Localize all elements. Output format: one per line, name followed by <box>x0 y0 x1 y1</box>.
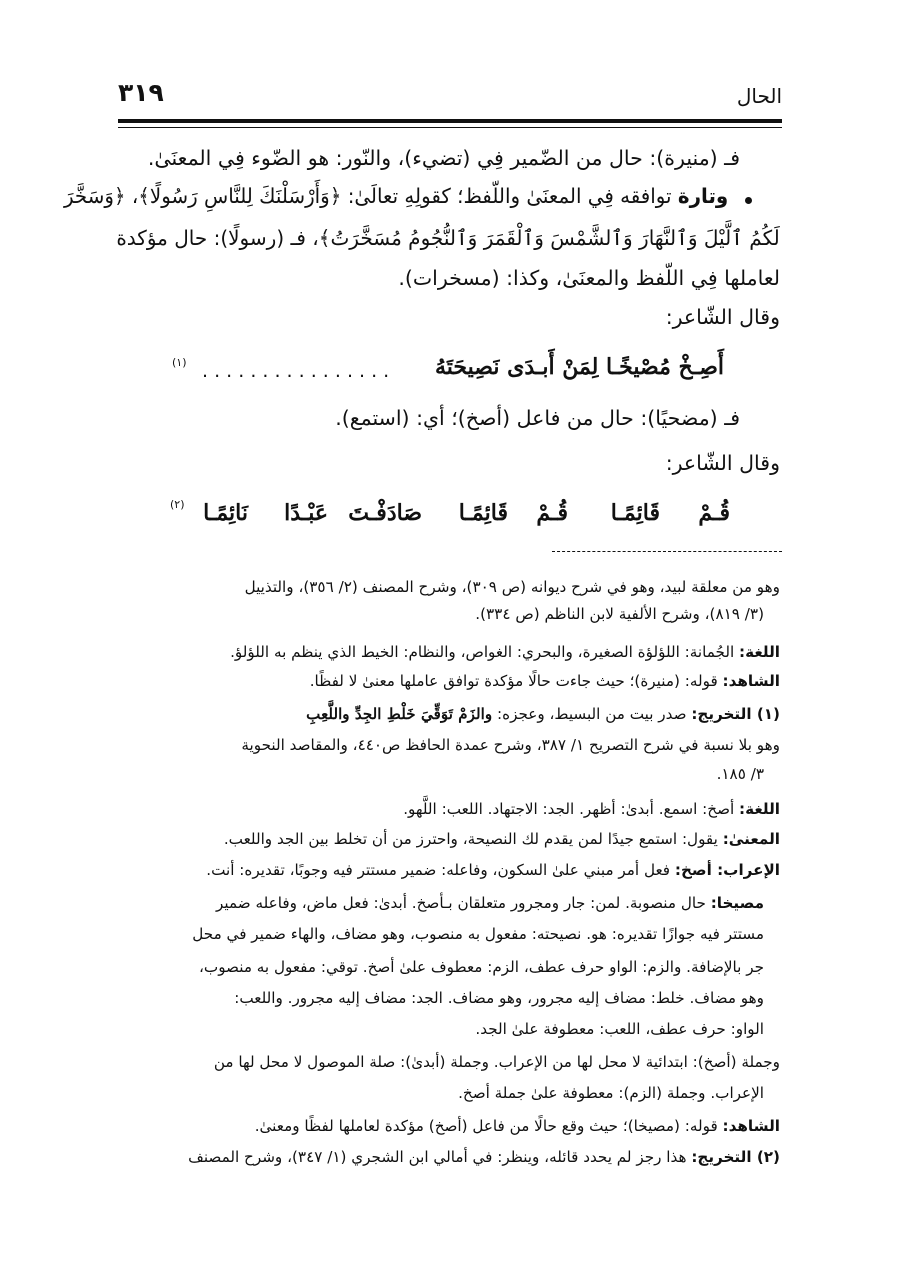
footnote-text: فعل أمر مبني علىٰ السكون، وفاعله: ضمير مستتر فيه وجوبًا، تقديره: أنت. <box>206 861 675 879</box>
footnote-line: وهو من معلقة لبيد، وهو في شرح ديوانه (ص ٣٠٩)، وشرح المصنف (٢/ ٣٥٦)، والتذييل <box>244 578 780 596</box>
footnote-line: جر بالإضافة. والزم: الواو حرف عطف، الزم: معطوف علىٰ أصخ. توقي: مفعول به منصوب، <box>199 958 764 976</box>
footnote-line: ٣/ ١٨٥. <box>716 765 764 783</box>
footnote-line <box>230 643 780 661</box>
footnote-text: يقول: استمع جيدًا لمن يقدم لك النصيحة، واحترز من أن تخلط بين الجد واللعب. <box>223 830 723 848</box>
verse-word: قُـمْ <box>536 500 568 526</box>
body-line <box>64 184 728 208</box>
verse-word: عَبْـدًا <box>284 500 328 526</box>
footnote-text: الجُمانة: اللؤلؤة الصغيرة، والبحري: الغواص، والنظام: الخيط الذي ينظم به اللؤلؤ. <box>230 643 740 661</box>
footnote-label: الشاهد: <box>722 672 780 690</box>
verse-2 <box>170 500 730 536</box>
footnote-line: الإعراب. وجملة (الزم): معطوفة علىٰ جملة أصخ. <box>458 1084 764 1102</box>
bullet-icon <box>745 197 752 204</box>
footnote-line: مستتر فيه جوازًا تقديره: هو. نصيحته: مفعول به منصوب، وهو مضاف، والهاء ضمير في محل <box>192 925 764 943</box>
body-line: وقال الشّاعر: <box>665 451 780 475</box>
footnote-line: وهو بلا نسبة في شرح التصريح ١/ ٣٨٧، وشرح عمدة الحافظ ص٤٤٠، والمقاصد النحوية <box>241 736 780 754</box>
body-line <box>117 226 780 250</box>
verse-word: نَائِمًـا <box>203 500 248 526</box>
footnote-line <box>306 705 780 723</box>
footnote-separator <box>552 551 782 552</box>
footnote-label: اللغة: <box>739 800 780 818</box>
body-line: فـ (مضحيًا): حال من فاعل (أصخ)؛ أي: (استمع). <box>335 406 740 430</box>
footnote-text: قوله: (مصيخا)؛ حيث وقع حالًا من فاعل (أصخ) مؤكدة لعاملها لفظًا ومعنىٰ. <box>254 1117 723 1135</box>
footnote-line: (٣/ ٨١٩)، وشرح الألفية لابن الناظم (ص ٣٣٤). <box>475 605 764 623</box>
footnote-label: (٢) التخريج: <box>691 1148 780 1166</box>
body-line: وقال الشّاعر: <box>665 305 780 329</box>
footnote-line: الواو: حرف عطف، اللعب: معطوفة علىٰ الجد. <box>475 1020 764 1038</box>
footnote-label: مصيخا: <box>710 894 764 912</box>
footnote-line: وجملة (أصخ): ابتدائية لا محل لها من الإعراب. وجملة (أبدىٰ): صلة الموصول لا محل لها من <box>213 1053 780 1071</box>
footnote-marker: (١) <box>172 356 187 369</box>
footnote-label: أصخ: <box>674 861 718 879</box>
page-number: ٣١٩ <box>118 78 164 107</box>
footnote-marker: (٢) <box>170 498 185 511</box>
footnote-label: (١) التخريج: <box>691 705 780 723</box>
footnote-label: الشاهد: <box>722 1117 780 1135</box>
header-rule-thick <box>118 119 782 123</box>
footnote-line <box>255 1117 780 1135</box>
quran-quote: ﴿وَأَرْسَلْنَكَ لِلنَّاسِ رَسُولًا﴾، ﴿وَسَخَّرَ <box>63 184 342 208</box>
footnote-line <box>216 894 764 912</box>
quran-quote: لَكُمُ ٱلَّيْلَ وَٱلنَّهَارَ وَٱلشَّمْسَ وَٱلْقَمَرَ وَٱلنُّجُومُ مُسَخَّرَتُ﴾ <box>319 226 780 250</box>
footnote-text: حال منصوبة. لمن: جار ومجرور متعلقان بـأصخ. أبدىٰ: فعل ماض، وفاعله ضمير <box>216 894 711 912</box>
footnote-line <box>403 800 780 818</box>
body-text: توافقه فِي المعنَىٰ واللّفظ؛ كقولِهِ تعالَىٰ: <box>341 184 678 208</box>
footnote-line <box>224 830 780 848</box>
footnote-text: قوله: (منيرة)؛ حيث جاءت حالًا مؤكدة توافق عاملها معنىٰ لا لفظًا. <box>309 672 723 690</box>
body-text: ، فـ (رسولًا): حال مؤكدة <box>116 226 320 250</box>
emphasis-text: وتارة <box>677 184 728 208</box>
header-rule-thin <box>118 127 782 128</box>
footnote-line <box>310 672 780 690</box>
chapter-title: الحال <box>736 84 782 108</box>
footnote-text: صدر بيت من البسيط، وعجزه: <box>492 705 692 723</box>
footnote-label: اللغة: <box>739 643 780 661</box>
verse-word: صَادَفْـتَ <box>348 500 422 526</box>
footnote-text: أصخ: اسمع. أبدىٰ: أظهر. الجد: الاجتهاد. اللعب: اللَّهو. <box>403 800 740 818</box>
footnote-line <box>188 1148 780 1166</box>
verse-quote: والزَمْ تَوَقِّيَ خَلْطِ الجِدِّ واللَّعِبِ <box>306 705 493 723</box>
footnote-line: وهو مضاف. خلط: مضاف إليه مجرور، وهو مضاف. الجد: مضاف إليه مجرور. واللعب: <box>234 989 764 1007</box>
footnote-line <box>206 861 780 879</box>
verse-1-dots: . . . . . . . . . . . . . . . . <box>202 360 390 382</box>
verse-word: قَائِمًـا <box>610 500 660 526</box>
footnote-text: هذا رجز لم يحدد قائله، وينظر: في أمالي ابن الشجري (١/ ٣٤٧)، وشرح المصنف <box>188 1148 692 1166</box>
footnote-label: المعنىٰ: <box>722 830 780 848</box>
verse-1: أَصِـخْ مُصْيخًـا لِمَنْ أَبـدَى نَصِيحَتَهُ <box>434 354 724 380</box>
page-header <box>118 78 782 114</box>
footnote-label: الإعراب: <box>717 861 780 879</box>
body-line: فـ (منيرة): حال من الضّمير فِي (تضيء)، والنّور: هو الضّوء فِي المعنَىٰ. <box>147 146 740 170</box>
verse-word: قُـمْ <box>698 500 730 526</box>
body-line: لعاملها فِي اللّفظ والمعنَىٰ، وكذا: (مسخرات). <box>398 266 780 290</box>
verse-word: قَائِمًـا <box>458 500 508 526</box>
